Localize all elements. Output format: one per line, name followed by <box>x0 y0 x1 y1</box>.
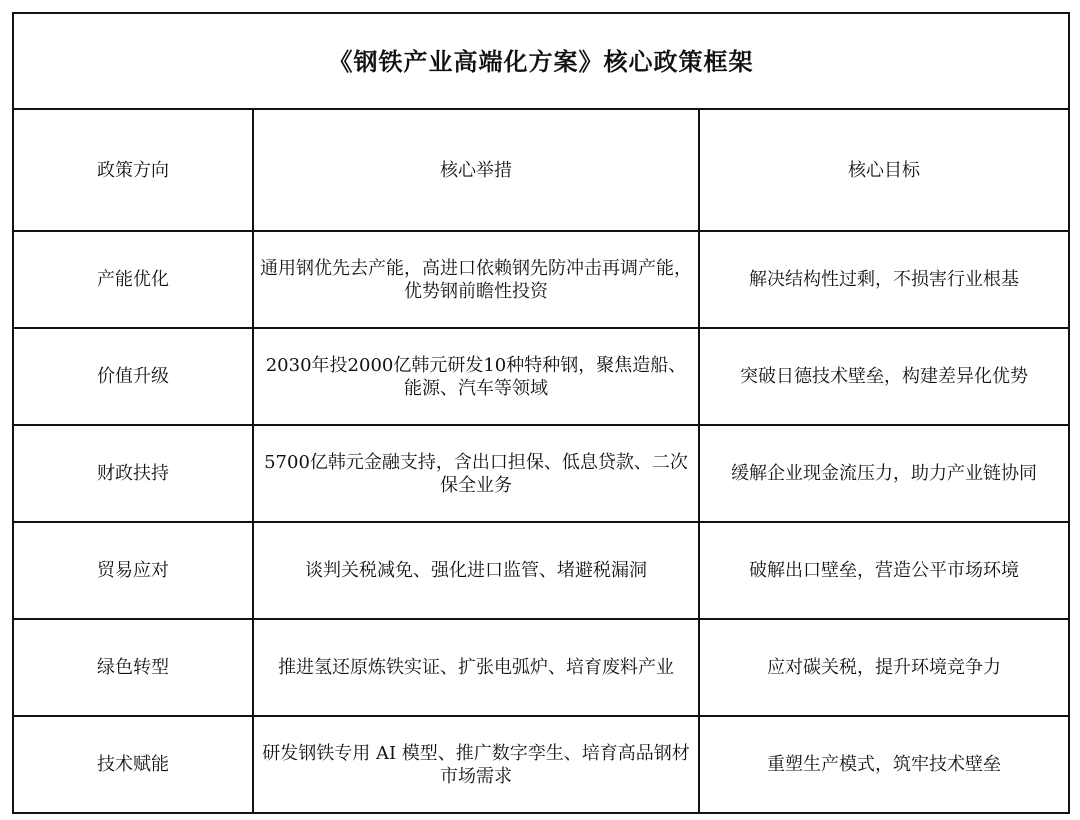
cell-direction: 财政扶持 <box>13 425 253 522</box>
cell-goals: 破解出口壁垒，营造公平市场环境 <box>699 522 1069 619</box>
header-measures: 核心举措 <box>253 109 699 231</box>
cell-direction: 绿色转型 <box>13 619 253 716</box>
cell-goals: 缓解企业现金流压力，助力产业链协同 <box>699 425 1069 522</box>
cell-measures: 推进氢还原炼铁实证、扩张电弧炉、培育废料产业 <box>253 619 699 716</box>
cell-measures: 5700亿韩元金融支持，含出口担保、低息贷款、二次保全业务 <box>253 425 699 522</box>
table-title: 《钢铁产业高端化方案》核心政策框架 <box>13 13 1069 109</box>
policy-table <box>12 12 1070 814</box>
cell-direction: 产能优化 <box>13 231 253 328</box>
cell-goals: 应对碳关税，提升环境竞争力 <box>699 619 1069 716</box>
policy-framework-document <box>12 12 1068 808</box>
table-row <box>13 619 1069 716</box>
cell-goals: 解决结构性过剩，不损害行业根基 <box>699 231 1069 328</box>
header-row <box>13 109 1069 231</box>
cell-direction: 价值升级 <box>13 328 253 425</box>
table-row <box>13 231 1069 328</box>
cell-direction: 贸易应对 <box>13 522 253 619</box>
cell-measures: 通用钢优先去产能，高进口依赖钢先防冲击再调产能，优势钢前瞻性投资 <box>253 231 699 328</box>
cell-goals: 突破日德技术壁垒，构建差异化优势 <box>699 328 1069 425</box>
cell-measures: 研发钢铁专用 AI 模型、推广数字孪生、培育高品钢材市场需求 <box>253 716 699 813</box>
table-row <box>13 522 1069 619</box>
cell-measures: 谈判关税减免、强化进口监管、堵避税漏洞 <box>253 522 699 619</box>
cell-measures: 2030年投2000亿韩元研发10种特种钢，聚焦造船、能源、汽车等领域 <box>253 328 699 425</box>
header-goals: 核心目标 <box>699 109 1069 231</box>
cell-goals: 重塑生产模式，筑牢技术壁垒 <box>699 716 1069 813</box>
header-direction: 政策方向 <box>13 109 253 231</box>
cell-direction: 技术赋能 <box>13 716 253 813</box>
table-row <box>13 425 1069 522</box>
table-row <box>13 328 1069 425</box>
title-row <box>13 13 1069 109</box>
table-row <box>13 716 1069 813</box>
